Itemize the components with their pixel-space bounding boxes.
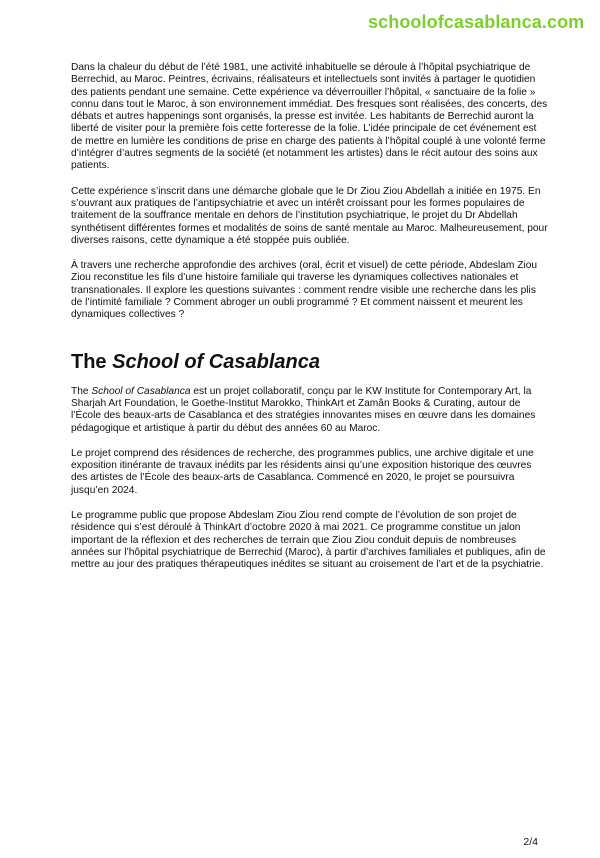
- p4-rest: est un projet collaboratif, conçu par le KW Institute for Contemporary Art, la Sharjah Art Foundation, le Goethe-Institut Marokko, ThinkArt et Zamân Books & Curating, autour de l’École des beaux-arts de Casablanca et des stratégies innovantes mises en œuvre dans les domaines pédagogique et artistique à partir du début des années 60 au Maroc.: [71, 385, 536, 434]
- paragraph-school-project: [71, 386, 549, 435]
- paragraph-archive-research: À travers une recherche approfondie des archives (oral, écrit et visuel) de cette période, Abdeslam Ziou Ziou reconstitue les fils d’une histoire familiale qui traverse les dynamiques collectives nationales et transnationales. Il explore les questions suivantes : comment rendre visible une recherche dans les plis de l’intimité familiale ? Comment abroger un oubli programmé ? Et comment naissent et meurent les dynamiques collectives ?: [71, 260, 538, 321]
- watermark-logo-text: schoolofcasablanca.com: [368, 12, 585, 32]
- p4-lead: The: [71, 385, 92, 397]
- paragraph-project-scope: Le projet comprend des résidences de recherche, des programmes publics, une archive digitale et une exposition itinérante de travaux inédits par les résidents ainsi qu’une exposition historique des œuvres des artistes de l’École des beaux-arts de Casablanca. Commencé en 2020, le projet se poursuivra jusqu’en 2024.: [71, 447, 534, 496]
- heading-lead: The: [71, 350, 113, 373]
- paragraph-public-program: Le programme public que propose Abdeslam Ziou Ziou rend compte de l’évolution de son projet de résidence qui s’est déroulé à ThinkArt d’octobre 2020 à mai 2021. Ce programme constitue un jalon important de la réflexion et des recherches de terrain que Ziou Ziou conduit depuis de nombreuses années sur l’hôpital psychiatrique de Berrechid (Maroc), à partir d’archives familiales et publiques, afin de mettre au jour des pratiques thérapeutiques inédites se situant au croisement de l’art et de la psychiatrie.: [71, 510, 546, 571]
- p4-italic: School of Casablanca: [91, 385, 191, 397]
- document-body: [71, 62, 549, 572]
- page-number: 2/4: [523, 836, 538, 848]
- section-heading: [71, 350, 549, 374]
- paragraph-berrechid-1981: Dans la chaleur du début de l’été 1981, une activité inhabituelle se déroule à l’hôpital psychiatrique de Berrechid, au Maroc. Peintres, écrivains, réalisateurs et intellectuels sont invités à partager le quotidien des patients pendant une semaine. Cette expérience va déverrouiller l’hôpital, « sanctuaire de la folie » connu dans tout le Maroc, à son environnement immédiat. Des fresques sont réalisées, des concerts, des débats et autres happenings sont organisés, la presse est invitée. Les habitants de Berrechid auront la liberté de visiter pour la première fois cette forteresse de la folie. L’idée principale de cet événement est de mettre en lumière les conditions de prise en charge des patients à l’hôpital couplé à une volonté ferme d’intégrer d’autres segments de la société (et notamment les artistes) dans le récit autour des soins aux patients.: [71, 62, 548, 172]
- heading-italic: School of Casablanca: [112, 350, 320, 373]
- paragraph-dr-ziou-ziou: Cette expérience s’inscrit dans une démarche globale que le Dr Ziou Ziou Abdellah a initiée en 1975. En s’ouvrant aux pratiques de l’antipsychiatrie et avec un intérêt croissant pour les formes populaires de traitement de la souffrance mentale en dehors de l’institution psychiatrique, le projet du Dr Abdellah synthétisent différentes formes et modalités de soins de santé mentale au Maroc. Malheureusement, pour diverses raisons, cette dynamique a été stoppée puis oubliée.: [71, 185, 548, 246]
